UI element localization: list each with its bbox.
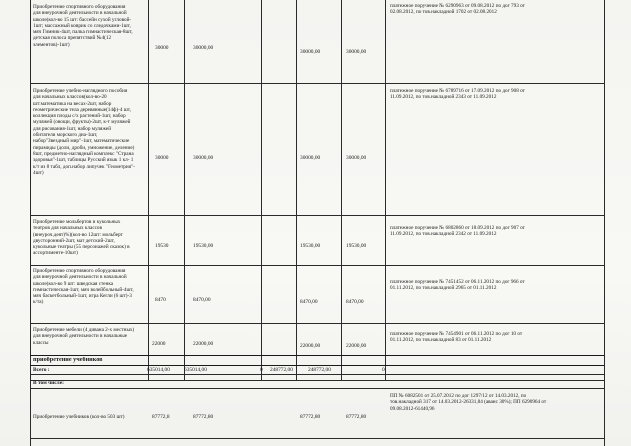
row-5-amount-1: 22000 [152,341,166,347]
row-2-description: Приобретение учебно-наглядного пособия для начальных классов(кол-во-20 шт:математика на весах-2шт, набор геометрические тела деревянные(14ф)-4 шт, коллекция плоды с/х растений-1шт, набор муляжей (овощи, фрукты)-2шт, к-т муляжей для рисования-1шт, набор муляжей обитатели морского дна-1шт, набор"Звездный мир"-1шт, математические пирамиды (доли, дроби, умножение, деление) 8шт, предметно-наглядный комплекс "Страна здоровья"-1шт, таблицы Русский язык 1 кл- 1 к/т из 8 табл, доп.набор липучек "Геометрия"- 4шт) [33,88,135,176]
including-label: В том числе: [33,380,64,386]
total-amount-1: 635014,00 [147,367,170,373]
total-amount-5: 248772,00 [308,367,331,373]
row-3-payment-note: платежное поручение № 6802860 от 18.09.2012 по дог 907 от 11.09.2012, по тов.накладной 2342 от 11.09.2012 [390,225,525,238]
row-1-amount-1: 30000 [155,45,169,51]
row-divider [30,374,604,375]
row-3-amount-3: 19530,00 [300,243,321,249]
row-2-amount-1: 30000 [155,155,169,161]
row-divider [30,438,604,439]
row-1-amount-3: 30000,00 [300,49,321,55]
total-amount-6: 0 [382,367,385,373]
row-divider [30,215,604,216]
textbooks-payment-note: ПП № 6082501 от 25.07.2012 по дог 1297/12 от 14.03.2012, по тов.накладной 317 от 14.03.2012-26331,84 (аванс 30%); ПП 6290964 от 09.08.2012-61440,96 [390,393,547,412]
row-5-description: Приобретение мебели (4 дивана 2-х местных) для внеурочной деятельности в начальные классы [33,327,135,346]
row-4-amount-3: 8470,00 [300,299,318,305]
row-3-amount-1: 19530 [155,243,169,249]
total-amount-2: 635014,00 [184,367,207,373]
textbooks-amount-3: 87772,80 [300,414,321,420]
row-5-payment-note: платежное поручение № 7454901 от 06.11.2012 по дог 10 от 01.11.2012, по тов.накладной 83 от 01.11.2012 [390,331,523,344]
row-5-amount-2: 22000,00 [193,341,214,347]
row-1-description: Приобретение спортивного оборудования для внеурочной деятельности в начальной школе(кол-во 15 шт: бассейн сухой угловой- 1шт; массажный коврик со следочками-1шт, мяч Гимник-4шт, палка гимнастическая-8шт, детская полоса препятствий №4(12 элементов)-1шт) [33,4,133,48]
total-amount-4: 248772,00 [270,367,293,373]
row-3-amount-2: 19530,00 [193,243,214,249]
row-3-amount-4: 19530,00 [346,243,367,249]
textbooks-description: Приобретение учебников (кол-во 503 шт) [33,414,125,420]
row-2-amount-4: 30000,00 [346,155,367,161]
total-amount-3: 0 [260,367,263,373]
row-4-amount-1: 8470 [155,297,166,303]
row-4-payment-note: платежное поручение № 7451452 от 06.11.2012 по дог 966 от 01.11.2012, по тов.накладной 2965 от 01.11.2012 [390,279,525,292]
row-1-amount-4: 30000,00 [346,49,367,55]
row-4-amount-4: 8470,00 [346,299,364,305]
row-2-amount-2: 30000,00 [193,155,214,161]
row-divider [30,388,604,389]
row-1-payment-note: платежное поручение № 6290963 от 09.08.2012 по дог 793 от 02.08.2012, по тов.накладной 1702 от 02.08.2012 [390,3,525,16]
row-divider [30,365,604,366]
row-2-payment-note: платежное поручение № 6789716 от 17.09.2012 по дог 908 от 11.09.2012, по тов.накладной 2343 от 11.09.2012 [390,88,525,101]
section-title: приобретение учебников [33,357,103,363]
textbooks-amount-1: 87772,8 [152,414,170,420]
textbooks-amount-2: 87772,80 [193,414,214,420]
row-2-amount-3: 30000,00 [300,155,321,161]
row-5-amount-4: 22000,00 [346,343,367,349]
row-1-amount-2: 30000,00 [193,45,214,51]
row-divider [30,83,604,84]
textbooks-amount-4: 87772,80 [346,414,367,420]
total-label: Всего : [33,367,50,373]
row-4-amount-2: 8470,00 [193,297,211,303]
row-divider [30,323,604,324]
row-divider [30,355,604,356]
table-border-right [604,0,605,446]
row-4-description: Приобретение спортивного оборудования для внеурочной деятельности в начальной школе(кол-во 9 шт: шведская стенка гимнастическая-1шт, мяч волейбольный-4шт, мяч баскетбольный-1шт, игра Кегли (6 шт)-3 к/та) [33,268,134,306]
row-5-amount-3: 22000,00 [300,343,321,349]
row-3-description: Приобретение мольбертов и кукольных театров для начальных классов (внеуроч.деят)%)(кол-во 12шт: мольберт двусторонний-2шт, мат детский-2шт, кукольные театры (55 персонажей сказок) в ассортименте-10шт) [33,219,130,257]
row-divider [30,265,604,266]
